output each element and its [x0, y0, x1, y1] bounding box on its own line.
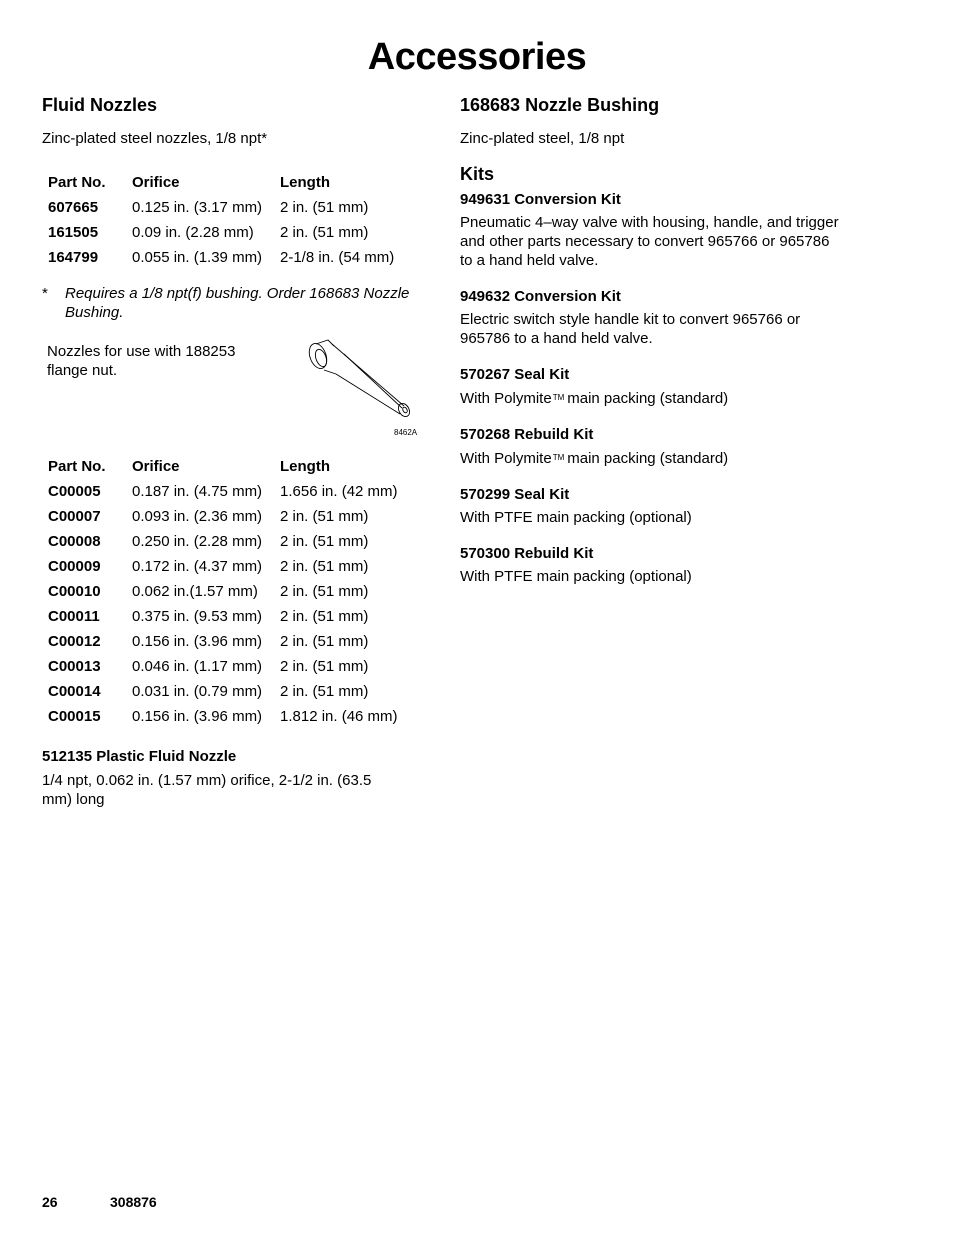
- orifice-cell: 0.093 in. (2.36 mm): [132, 508, 263, 525]
- table-row: [42, 579, 420, 604]
- length-cell: 2 in. (51 mm): [280, 633, 369, 650]
- kit-title: 949632 Conversion Kit: [460, 288, 621, 305]
- kit-title: 570300 Rebuild Kit: [460, 545, 594, 562]
- orifice-cell: 0.375 in. (9.53 mm): [132, 608, 263, 625]
- trademark-mark: TM: [552, 393, 565, 402]
- part-number-cell: 161505: [48, 224, 99, 241]
- kits-heading: Kits: [460, 164, 495, 184]
- table-row: [42, 654, 420, 679]
- kit-item: [460, 190, 860, 270]
- header-length: Length: [280, 174, 330, 191]
- kit-desc-post: main packing (standard): [567, 390, 729, 407]
- table-row: [42, 220, 420, 245]
- orifice-cell: 0.250 in. (2.28 mm): [132, 533, 263, 550]
- nozzle-table-2-body: [42, 479, 420, 729]
- table-header-row: [42, 170, 420, 195]
- bushing-text: Zinc-plated steel, 1/8 npt: [460, 130, 625, 147]
- part-number-cell: C00015: [48, 708, 101, 725]
- part-number-cell: C00009: [48, 558, 101, 575]
- fluid-nozzles-description: Zinc-plated steel nozzles, 1/8 npt*: [42, 130, 268, 147]
- kit-description: [460, 448, 860, 468]
- header-part-no: Part No.: [48, 458, 106, 475]
- fluid-nozzles-heading: Fluid Nozzles: [42, 95, 158, 115]
- length-cell: 2 in. (51 mm): [280, 658, 369, 675]
- part-number-cell: C00008: [48, 533, 101, 550]
- flange-note: Nozzles for use with 188253 flange nut.: [47, 343, 236, 379]
- orifice-cell: 0.172 in. (4.37 mm): [132, 558, 263, 575]
- orifice-cell: 0.156 in. (3.96 mm): [132, 708, 263, 725]
- table-row: [42, 704, 420, 729]
- part-number-cell: 164799: [48, 249, 99, 266]
- kit-title: 570268 Rebuild Kit: [460, 426, 594, 443]
- header-orifice: Orifice: [132, 174, 180, 191]
- kit-description: Pneumatic 4–way valve with housing, handle, and trigger and other parts necessary to convert 965766 or 965786 to a hand held valve.: [460, 214, 839, 269]
- kit-desc-pre: With Polymite: [460, 450, 552, 467]
- nozzle-illustration-icon: [304, 334, 429, 426]
- header-length: Length: [280, 458, 330, 475]
- table-row: [42, 479, 420, 504]
- nozzle-table-2: [42, 454, 420, 729]
- nozzle-table-1-body: [42, 195, 420, 270]
- part-number-cell: C00007: [48, 508, 101, 525]
- part-number-cell: C00012: [48, 633, 101, 650]
- length-cell: 2 in. (51 mm): [280, 533, 369, 550]
- table-row: [42, 679, 420, 704]
- kit-title: 570267 Seal Kit: [460, 366, 570, 383]
- length-cell: 2 in. (51 mm): [280, 508, 369, 525]
- kit-title: 570299 Seal Kit: [460, 486, 570, 503]
- document-number: 308876: [110, 1194, 157, 1210]
- right-column: [460, 94, 860, 603]
- orifice-cell: 0.031 in. (0.79 mm): [132, 683, 263, 700]
- table-row: [42, 554, 420, 579]
- table-row: [42, 245, 420, 270]
- footnote-text: Requires a 1/8 npt(f) bushing. Order 168683 Nozzle Bushing.: [65, 285, 410, 321]
- page-number: 26: [42, 1194, 58, 1210]
- part-number-cell: C00013: [48, 658, 101, 675]
- kit-description: With PTFE main packing (optional): [460, 568, 692, 585]
- flange-nozzle-block: [42, 342, 442, 448]
- length-cell: 1.812 in. (46 mm): [280, 708, 398, 725]
- length-cell: 2 in. (51 mm): [280, 683, 369, 700]
- table-header-row: [42, 454, 420, 479]
- orifice-cell: 0.046 in. (1.17 mm): [132, 658, 263, 675]
- part-number-cell: 607665: [48, 199, 99, 216]
- kit-item: [460, 365, 860, 408]
- length-cell: 2 in. (51 mm): [280, 583, 369, 600]
- orifice-cell: 0.156 in. (3.96 mm): [132, 633, 263, 650]
- kit-item: [460, 287, 860, 348]
- kit-item: [460, 544, 860, 586]
- kit-title: 949631 Conversion Kit: [460, 191, 621, 208]
- orifice-cell: 0.187 in. (4.75 mm): [132, 483, 263, 500]
- kit-item: [460, 485, 860, 527]
- table-row: [42, 504, 420, 529]
- orifice-cell: 0.09 in. (2.28 mm): [132, 224, 254, 241]
- table-row: [42, 195, 420, 220]
- footnote-mark: *: [42, 285, 48, 302]
- header-part-no: Part No.: [48, 174, 106, 191]
- kit-item: [460, 425, 860, 468]
- bushing-heading: 168683 Nozzle Bushing: [460, 95, 660, 115]
- nozzle-table-1: [42, 170, 420, 270]
- footnote: [42, 284, 442, 322]
- table-row: [42, 529, 420, 554]
- page-title: Accessories: [367, 36, 587, 78]
- kit-description: Electric switch style handle kit to convert 965766 or 965786 to a hand held valve.: [460, 311, 801, 347]
- kit-list: [460, 190, 860, 586]
- orifice-cell: 0.055 in. (1.39 mm): [132, 249, 263, 266]
- table-row: [42, 604, 420, 629]
- part-number-cell: C00005: [48, 483, 101, 500]
- length-cell: 1.656 in. (42 mm): [280, 483, 398, 500]
- figure-label: 8462A: [394, 428, 418, 437]
- length-cell: 2 in. (51 mm): [280, 558, 369, 575]
- part-number-cell: C00010: [48, 583, 101, 600]
- orifice-cell: 0.062 in.(1.57 mm): [132, 583, 258, 600]
- left-column: [42, 94, 442, 809]
- part-number-cell: C00014: [48, 683, 101, 700]
- length-cell: 2 in. (51 mm): [280, 224, 369, 241]
- part-number-cell: C00011: [48, 608, 100, 625]
- kit-desc-post: main packing (standard): [567, 450, 729, 467]
- orifice-cell: 0.125 in. (3.17 mm): [132, 199, 263, 216]
- table-row: [42, 629, 420, 654]
- header-orifice: Orifice: [132, 458, 180, 475]
- plastic-nozzle-heading: 512135 Plastic Fluid Nozzle: [42, 748, 237, 765]
- kit-description: [460, 388, 860, 408]
- trademark-mark: TM: [552, 453, 565, 462]
- length-cell: 2 in. (51 mm): [280, 199, 369, 216]
- kit-description: With PTFE main packing (optional): [460, 509, 692, 526]
- plastic-nozzle-text: 1/4 npt, 0.062 in. (1.57 mm) orifice, 2-1/2 in. (63.5 mm) long: [42, 772, 372, 808]
- kit-desc-pre: With Polymite: [460, 390, 552, 407]
- length-cell: 2 in. (51 mm): [280, 608, 369, 625]
- length-cell: 2-1/8 in. (54 mm): [280, 249, 395, 266]
